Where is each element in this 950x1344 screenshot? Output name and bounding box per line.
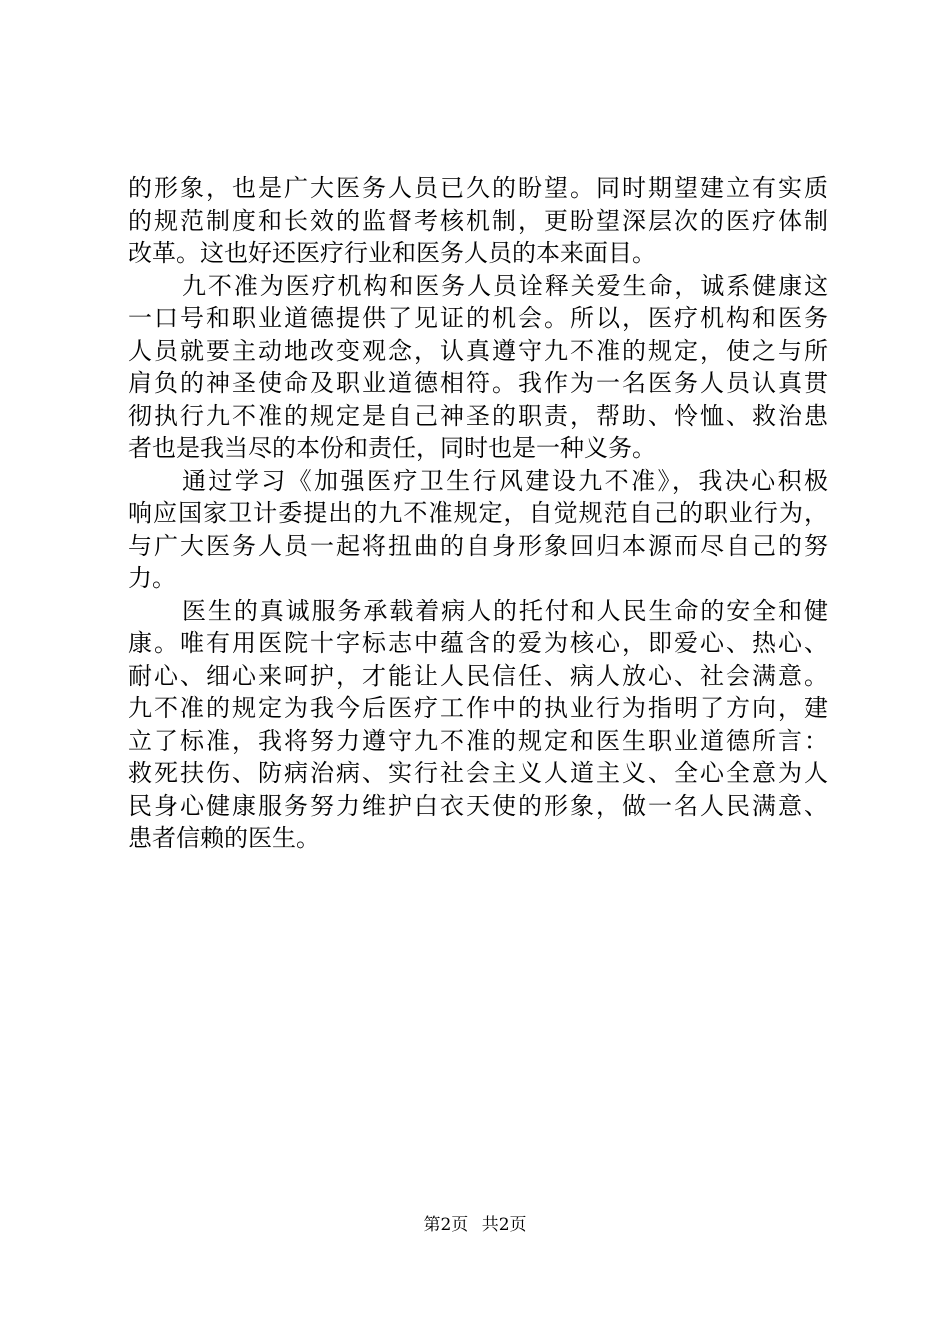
paragraph-line: 人员就要主动地改变观念，认真遵守九不准的规定，使之与所 [128,336,828,365]
paragraph-line: 立了标准，我将努力遵守九不准的规定和医生职业道德所言： [128,726,828,755]
paragraph-line: 者也是我当尽的本份和责任，同时也是一种义务。 [128,434,656,462]
paragraph-line: 通过学习《加强医疗卫生行风建设九不准》，我决心积极 [182,466,828,495]
page-footer [0,1213,950,1237]
paragraph-line: 的形象，也是广大医务人员已久的盼望。同时期望建立有实质 [128,174,828,202]
document-body [128,172,828,855]
paragraph-line: 患者信赖的医生。 [128,824,320,852]
paragraph-line: 救死扶伤、防病治病、实行社会主义人道主义、全心全意为人 [128,759,828,787]
page-number-current: 第2页 [423,1215,469,1235]
paragraph-line: 力。 [128,564,176,592]
paragraph-line: 改革。这也好还医疗行业和医务人员的本来面目。 [128,239,656,267]
paragraph-line: 民身心健康服务努力维护白衣天使的形象，做一名人民满意、 [128,791,828,820]
paragraph-line: 耐心、细心来呵护，才能让人民信任、病人放心、社会满意。 [128,661,828,690]
paragraph-line: 九不准的规定为我今后医疗工作中的执业行为指明了方向，建 [128,694,828,722]
paragraph-line: 彻执行九不准的规定是自己神圣的职责，帮助、怜恤、救治患 [128,401,828,430]
page-number-total: 共2页 [481,1215,527,1235]
paragraph-line: 的规范制度和长效的监督考核机制，更盼望深层次的医疗体制 [128,206,828,235]
paragraph [128,595,828,855]
paragraph-line: 一口号和职业道德提供了见证的机会。所以，医疗机构和医务 [128,304,828,332]
paragraph-line: 肩负的神圣使命及职业道德相符。我作为一名医务人员认真贯 [128,369,828,397]
paragraph [128,172,828,270]
paragraph [128,465,828,595]
paragraph-line: 康。唯有用医院十字标志中蕴含的爱为核心，即爱心、热心、 [128,629,828,657]
paragraph-line: 九不准为医疗机构和医务人员诠释关爱生命，诚系健康这 [182,271,828,300]
paragraph [128,270,828,465]
paragraph-line: 与广大医务人员一起将扭曲的自身形象回归本源而尽自己的努 [128,531,828,560]
paragraph-line: 医生的真诚服务承载着病人的托付和人民生命的安全和健 [182,596,828,625]
paragraph-line: 响应国家卫计委提出的九不准规定，自觉规范自己的职业行为， [128,499,828,527]
